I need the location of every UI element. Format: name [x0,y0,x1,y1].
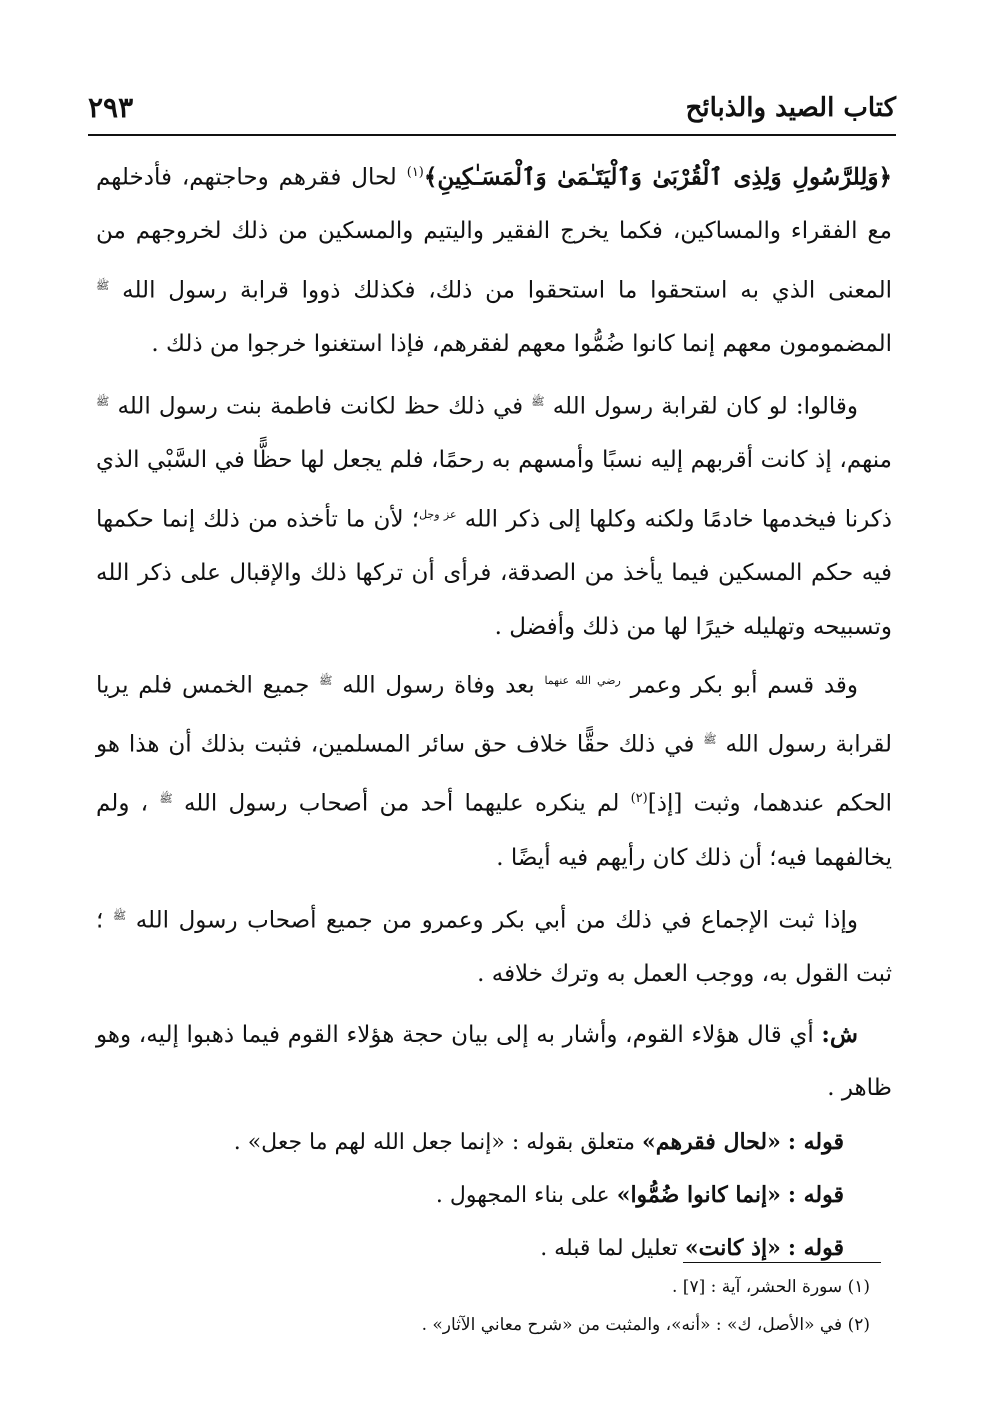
footnote-ref-1[interactable]: (١) [406,165,424,180]
chapter-title: كتاب الصيد والذبائح [685,93,896,123]
qawl-item-2 [96,1169,892,1222]
qawl-phrase: «إذ كانت» [684,1234,781,1261]
text: المضمومون معهم إنما كانوا ضُمُّوا معهم لفقرهم، فإذا استغنوا خرجوا من ذلك . [151,330,892,357]
header-rule [88,134,896,136]
qawl-phrase: «لحال فقرهم» [642,1128,781,1155]
paragraph-2 [96,375,892,654]
footnote-ref-2[interactable]: (٢) [630,791,648,807]
honorific-mark: رضي الله عنهما [544,674,621,688]
text: أي قال هؤلاء القوم، وأشار به إلى بيان حجة هؤلاء القوم فيما ذهبوا إليه، وهو ظاهر . [96,1021,892,1102]
commentary-lead: ش: [821,1020,858,1048]
commentary-paragraph [96,1008,892,1116]
qawl-item-1 [96,1116,892,1169]
footnote-separator [683,1262,881,1263]
text: ، ولم يخالفهما فيه؛ أن ذلك كان رأيهم فيه أيضًا . [96,791,892,871]
qawl-phrase: «إنما كانوا ضُمُّوا» [616,1181,781,1208]
honorific-mark: ﷺ [531,395,545,409]
quran-verse: ﴿وَلِلرَّسُولِ وَلِذِى ٱلْقُرْبَىٰ وَٱلْيَتَـٰمَىٰ وَٱلْمَسَـٰكِينِ﴾ [423,163,893,191]
paragraph-1 [96,146,892,371]
text: لم ينكره عليهما أحد من أصحاب رسول الله [183,791,620,818]
footnote-2: (٢) في «الأصل، ك» : «أنه»، والمثبت من «شرح معاني الآثار» . [421,1315,870,1335]
running-header [88,78,896,128]
qawl-text: على بناء المجهول . [435,1182,610,1208]
qawl-label: قوله : [787,1181,844,1208]
text: وقالوا: لو كان لقرابة رسول الله [552,393,859,420]
honorific-mark: ﷺ [112,909,127,923]
honorific-mark: ﷺ [96,395,110,409]
text: في ذلك حظ لكانت فاطمة بنت رسول الله [117,393,524,420]
honorific-mark: ﷺ [319,674,333,688]
honorific-mark: ﷺ [703,733,717,747]
text: وقد قسم أبو بكر وعمر [630,672,859,699]
honorific-mark: ﷺ [159,792,173,806]
footnote-1: (١) سورة الحشر، آية : [٧] . [671,1277,870,1297]
paragraph-4 [96,889,892,1002]
text: منهم، إذ كانت أقربهم إليه نسبًا وأمسهم به رحمًا، فلم يجعل لها حظًّا في السَّبْي الذي ذكرنا فيخدمها خادمًا ولكنه وكلها إلى ذكر الله [96,447,893,533]
text: وإذا ثبت الإجماع في ذلك من أبي بكر وعمرو من جميع أصحاب رسول الله [135,907,859,934]
text: في ذلك حقًّا خلاف حق سائر المسلمين، فثبت بذلك أن هذا هو الحكم عندهما، وثبت [إذ] [96,731,892,818]
main-text [96,146,892,1275]
footnotes [96,1268,892,1344]
honorific-mark: ﷺ [96,278,110,292]
qawl-text: متعلق بقوله : «إنما جعل الله لهم ما جعل» . [233,1129,636,1155]
page-number: ٢٩٣ [88,91,134,124]
qawl-label: قوله : [787,1128,844,1155]
text: لحال فقرهم وحاجتهم، فأدخلهم مع الفقراء والمساكين، فكما يخرج الفقير واليتيم والمسكين من ذلك لخروجهم من المعنى الذي به استحقوا ما استحقوا من ذلك، فكذلك ذووا قرابة رسول الله [96,164,892,304]
text: بعد وفاة رسول الله [342,672,535,699]
qawl-label: قوله : [787,1234,844,1261]
text: جميع الخمس فلم يريا لقرابة رسول الله [96,672,893,758]
text: ؛ ثبت القول به، ووجب العمل به وترك خلافه . [96,907,892,988]
text: ؛ لأن ما تأخذه من ذلك إنما حكمها فيه حكم المسكين فيما يأخذ من الصدقة، فرأى أن تركها ذلك والإقبال على ذكر الله وتسبيحه وتهليله خيرًا لها من ذلك وأفضل . [96,506,892,640]
qawl-item-3 [96,1222,892,1275]
paragraph-3 [96,654,892,885]
honorific-mark: عز وجل [419,507,457,521]
qawl-text: تعليل لما قبله . [540,1235,678,1261]
